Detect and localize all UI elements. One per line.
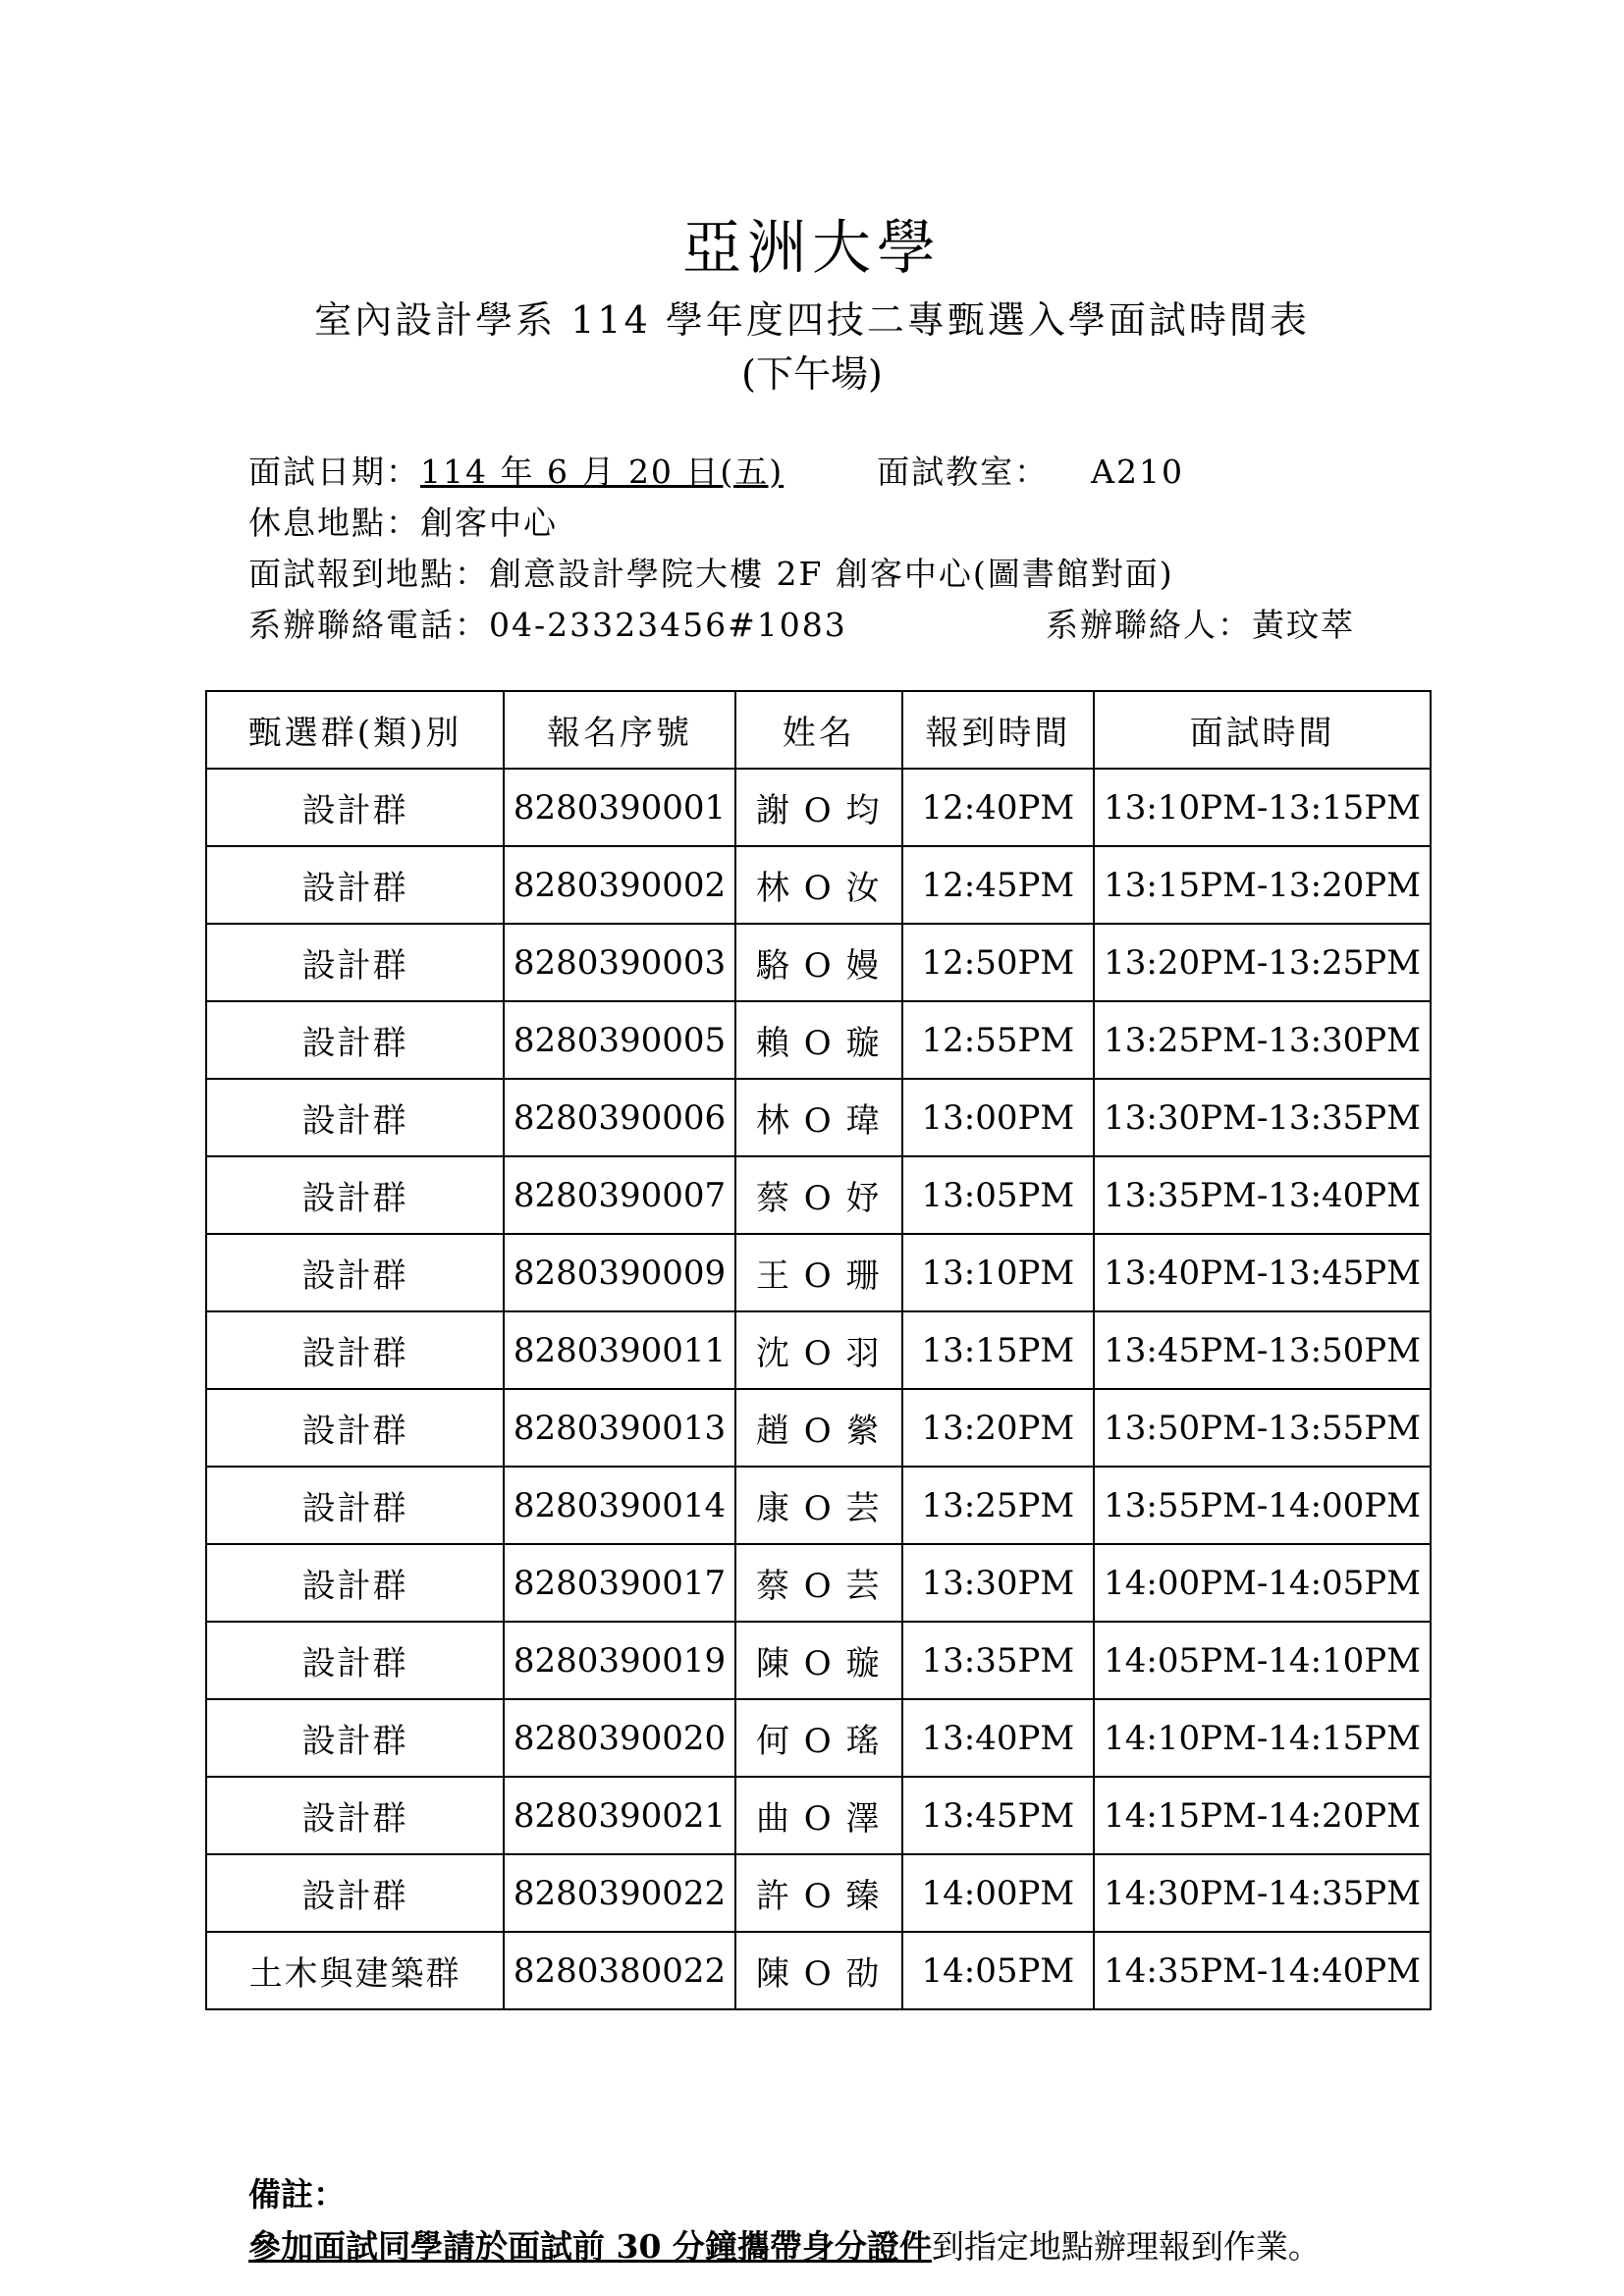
cell-interview-time: 13:20PM-13:25PM [1094,924,1431,1001]
cell-reg-no: 8280390011 [504,1311,735,1389]
cell-name: 王 O 珊 [735,1234,902,1311]
cell-group: 設計群 [206,1467,504,1544]
cell-checkin-time: 13:45PM [902,1777,1095,1854]
cell-reg-no: 8280390020 [504,1699,735,1777]
cell-interview-time: 13:30PM-13:35PM [1094,1079,1431,1156]
cell-interview-time: 13:55PM-14:00PM [1094,1467,1431,1544]
cell-group: 設計群 [206,1311,504,1389]
header-name: 姓名 [735,691,902,769]
cell-name: 曲 O 澤 [735,1777,902,1854]
table-row [206,1467,1431,1544]
info-line-phone [248,600,847,646]
table-body [206,769,1431,2009]
cell-checkin-time: 13:35PM [902,1622,1095,1699]
rest-label: 休息地點： [248,504,420,542]
cell-checkin-time: 13:10PM [902,1234,1095,1311]
table-row [206,846,1431,924]
cell-reg-no: 8280390017 [504,1544,735,1622]
header-checkin-time: 報到時間 [902,691,1095,769]
cell-checkin-time: 13:25PM [902,1467,1095,1544]
table-row [206,1001,1431,1079]
cell-reg-no: 8280390002 [504,846,735,924]
date-label: 面試日期： [248,453,420,491]
cell-name: 蔡 O 芸 [735,1544,902,1622]
rest-value: 創客中心 [420,504,558,542]
cell-group: 設計群 [206,1622,504,1699]
cell-name: 趙 O 縈 [735,1389,902,1467]
interview-schedule-table [205,690,1432,2010]
cell-interview-time: 14:15PM-14:20PM [1094,1777,1431,1854]
cell-checkin-time: 13:30PM [902,1544,1095,1622]
cell-interview-time: 14:05PM-14:10PM [1094,1622,1431,1699]
cell-name: 林 O 汝 [735,846,902,924]
contact-label: 系辦聯絡人： [1046,606,1252,644]
cell-group: 設計群 [206,1234,504,1311]
info-line-contact [1046,600,1355,646]
table-row [206,1234,1431,1311]
cell-interview-time: 13:25PM-13:30PM [1094,1001,1431,1079]
cell-group: 土木與建築群 [206,1932,504,2009]
table-row [206,769,1431,846]
cell-name: 許 O 臻 [735,1854,902,1932]
cell-reg-no: 8280390001 [504,769,735,846]
notes-heading: 備註： [248,2175,346,2214]
table-row [206,1389,1431,1467]
session-label: (下午場) [741,352,883,396]
info-line-date [248,447,1184,493]
cell-group: 設計群 [206,1854,504,1932]
cell-checkin-time: 13:20PM [902,1389,1095,1467]
notes-emphasis: 參加面試同學請於面試前 30 分鐘攜帶身分證件 [248,2227,932,2266]
table-row [206,1622,1431,1699]
cell-checkin-time: 12:45PM [902,846,1095,924]
cell-group: 設計群 [206,1699,504,1777]
cell-name: 陳 O 劭 [735,1932,902,2009]
cell-interview-time: 13:45PM-13:50PM [1094,1311,1431,1389]
cell-checkin-time: 14:00PM [902,1854,1095,1932]
notes-body [248,2221,1321,2268]
document-title: 亞洲大學 [682,214,942,283]
room-value: A210 [1091,453,1184,491]
phone-label: 系辦聯絡電話： [248,606,489,644]
cell-interview-time: 13:40PM-13:45PM [1094,1234,1431,1311]
cell-group: 設計群 [206,1389,504,1467]
cell-group: 設計群 [206,1001,504,1079]
cell-checkin-time: 13:00PM [902,1079,1095,1156]
table-row [206,1777,1431,1854]
cell-checkin-time: 14:05PM [902,1932,1095,2009]
cell-checkin-time: 12:50PM [902,924,1095,1001]
phone-value: 04-23323456#1083 [489,606,847,644]
header-group: 甄選群(類)別 [206,691,504,769]
cell-group: 設計群 [206,1079,504,1156]
cell-group: 設計群 [206,769,504,846]
checkin-label: 面試報到地點： [248,555,489,593]
cell-reg-no: 8280390006 [504,1079,735,1156]
cell-reg-no: 8280390013 [504,1389,735,1467]
cell-reg-no: 8280390022 [504,1854,735,1932]
table-row [206,1544,1431,1622]
cell-group: 設計群 [206,1544,504,1622]
table-row [206,1932,1431,2009]
info-line-checkin [248,549,1174,595]
room-label: 面試教室： [877,453,1050,491]
cell-group: 設計群 [206,1156,504,1234]
contact-value: 黃玟萃 [1252,606,1355,644]
cell-name: 賴 O 璇 [735,1001,902,1079]
cell-checkin-time: 13:15PM [902,1311,1095,1389]
cell-name: 林 O 瑋 [735,1079,902,1156]
cell-reg-no: 8280390021 [504,1777,735,1854]
checkin-value: 創意設計學院大樓 2F 創客中心(圖書館對面) [489,555,1174,593]
cell-checkin-time: 13:05PM [902,1156,1095,1234]
cell-interview-time: 14:00PM-14:05PM [1094,1544,1431,1622]
cell-reg-no: 8280390019 [504,1622,735,1699]
cell-interview-time: 14:35PM-14:40PM [1094,1932,1431,2009]
cell-reg-no: 8280390005 [504,1001,735,1079]
cell-group: 設計群 [206,924,504,1001]
cell-name: 駱 O 嫚 [735,924,902,1001]
cell-interview-time: 13:15PM-13:20PM [1094,846,1431,924]
cell-name: 何 O 瑤 [735,1699,902,1777]
document-subtitle: 室內設計學系 114 學年度四技二專甄選入學面試時間表 [314,298,1310,342]
cell-interview-time: 14:30PM-14:35PM [1094,1854,1431,1932]
notes-rest: 到指定地點辦理報到作業。 [931,2227,1321,2266]
cell-group: 設計群 [206,1777,504,1854]
cell-checkin-time: 12:40PM [902,769,1095,846]
cell-reg-no: 8280390007 [504,1156,735,1234]
cell-name: 康 O 芸 [735,1467,902,1544]
header-interview-time: 面試時間 [1094,691,1431,769]
date-value: 114 年 6 月 20 日(五) [420,453,785,491]
cell-reg-no: 8280380022 [504,1932,735,2009]
header-reg-no: 報名序號 [504,691,735,769]
cell-interview-time: 13:50PM-13:55PM [1094,1389,1431,1467]
cell-interview-time: 13:35PM-13:40PM [1094,1156,1431,1234]
info-line-rest [248,498,558,544]
cell-reg-no: 8280390003 [504,924,735,1001]
cell-interview-time: 14:10PM-14:15PM [1094,1699,1431,1777]
cell-name: 陳 O 璇 [735,1622,902,1699]
cell-name: 蔡 O 妤 [735,1156,902,1234]
table-row [206,1079,1431,1156]
cell-name: 謝 O 均 [735,769,902,846]
cell-reg-no: 8280390009 [504,1234,735,1311]
table-row [206,1854,1431,1932]
table-row [206,924,1431,1001]
cell-group: 設計群 [206,846,504,924]
table-row [206,1699,1431,1777]
cell-reg-no: 8280390014 [504,1467,735,1544]
cell-interview-time: 13:10PM-13:15PM [1094,769,1431,846]
cell-name: 沈 O 羽 [735,1311,902,1389]
table-header-row [206,691,1431,769]
table-row [206,1156,1431,1234]
cell-checkin-time: 13:40PM [902,1699,1095,1777]
cell-checkin-time: 12:55PM [902,1001,1095,1079]
table-row [206,1311,1431,1389]
